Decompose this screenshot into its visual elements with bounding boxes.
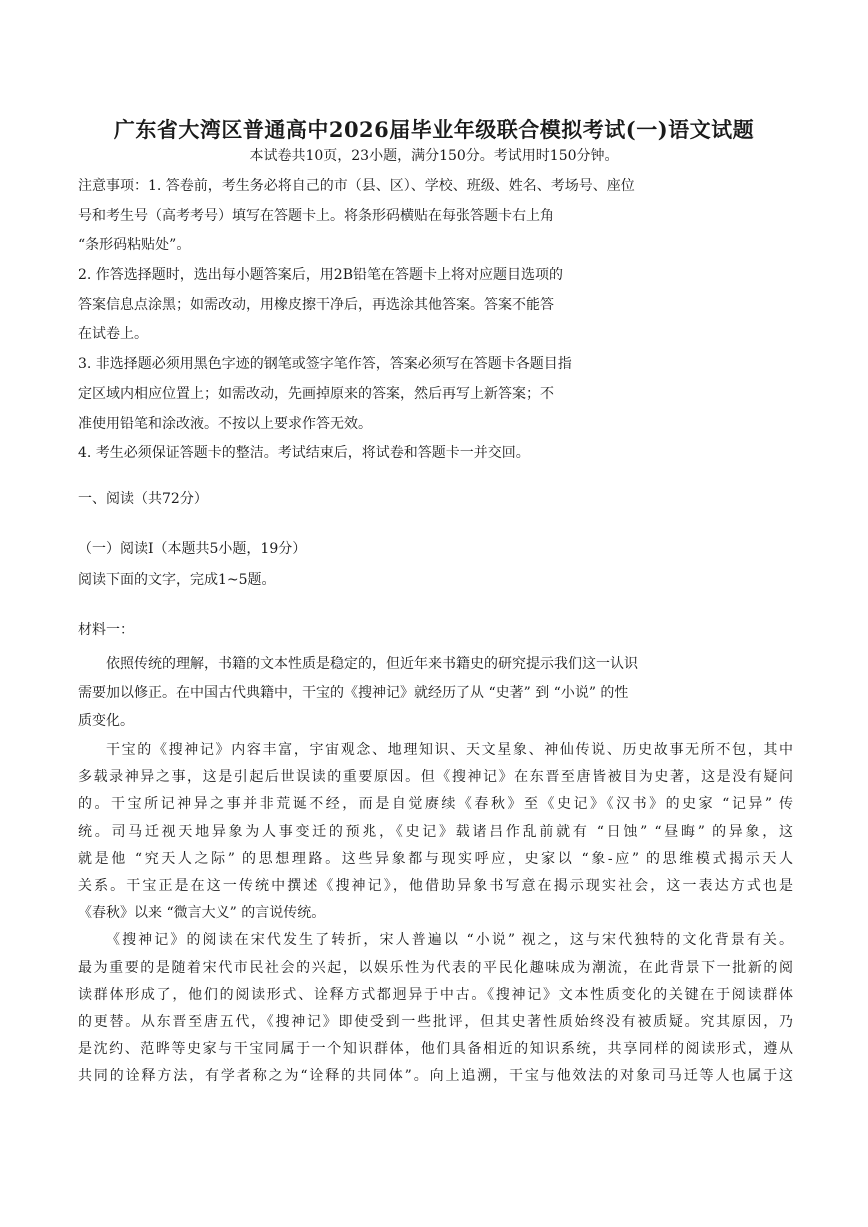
- text-line: 需要加以修正。在中国古代典籍中，干宝的《搜神记》就经历了从 “史著” 到 “小说” 的性: [78, 684, 629, 701]
- text-line: 是沈约、范晔等史家与干宝同属于一个知识群体，他们具备相近的知识系统，共享同样的阅读形式，遵从: [78, 1041, 793, 1058]
- text-line: 最为重要的是随着宋代市民社会的兴起，以娱乐性为代表的平民化趣味成为潮流，在此背景下一批新的阅: [78, 959, 793, 976]
- text-line: 的更替。从东晋至唐五代，《搜神记》即使受到一些批评，但其史著性质始终没有被质疑。究其原因，乃: [78, 1013, 793, 1030]
- notice-line: 号和考生号（高考考号）填写在答题卡上。将条形码横贴在每张答题卡右上角: [78, 207, 554, 224]
- text-line: 干宝的《搜神记》内容丰富，宇宙观念、地理知识、天文星象、神仙传说、历史故事无所不包，其中: [106, 742, 793, 758]
- notices-block: [78, 172, 798, 469]
- section-heading-reading: 一、阅读（共72分）: [78, 491, 208, 507]
- notice-line: 3. 非选择题必须用黑色字迹的钢笔或签字笔作答，答案必须写在答题卡各题目指: [78, 356, 572, 373]
- notice-line: 在试卷上。: [78, 326, 148, 343]
- paragraph-1: [78, 650, 793, 736]
- text-line: 《春秋》以来 “微言大义” 的言说传统。: [78, 905, 326, 922]
- notice-line: 4. 考生必须保证答题卡的整洁。考试结束后，将试卷和答题卡一并交回。: [78, 445, 530, 462]
- body-paragraphs: [78, 737, 793, 1090]
- exam-subtitle: 本试卷共10页，23小题，满分150分。考试用时150分钟。: [249, 148, 619, 164]
- text-line: 的。干宝所记神异之事并非荒诞不经，而是自觉赓续《春秋》至《史记》《汉书》的史家 “记异” 传: [78, 796, 793, 813]
- exam-title: 广东省大湾区普通高中2026届毕业年级联合模拟考试(一)语文试题: [113, 117, 755, 142]
- notice-line: 注意事项：1. 答卷前，考生务必将自己的市（县、区）、学校、班级、姓名、考场号、座位: [78, 178, 635, 194]
- notice-line: 2. 作答选择题时，选出每小题答案后，用2B铅笔在答题卡上将对应题目选项的: [78, 267, 564, 284]
- text-line: 《搜神记》的阅读在宋代发生了转折，宋人普遍以 “小说” 视之，这与宋代独特的文化背景有关。: [106, 932, 793, 949]
- text-line: 依照传统的理解，书籍的文本性质是稳定的，但近年来书籍史的研究提示我们这一认识: [106, 656, 638, 672]
- text-line: 就是他 “究天人之际” 的思想理路。这些异象都与现实呼应，史家以 “象-应” 的思维模式揭示天人: [78, 850, 793, 867]
- notice-line: 定区域内相应位置上；如需改动，先画掉原来的答案，然后再写上新答案；不: [78, 385, 554, 402]
- subsection-heading-reading1: （一）阅读Ⅰ（本题共5小题，19分）: [78, 541, 307, 557]
- text-line: 共同的诠释方法，有学者称之为“诠释的共同体”。向上追溯，干宝与他效法的对象司马迁等人也属于这: [78, 1068, 793, 1085]
- text-line: 统。司马迁视天地异象为人事变迁的预兆，《史记》载诸吕作乱前就有 “日蚀” “昼晦” 的异象，这: [78, 823, 793, 840]
- text-line: 多载录神异之事，这是引起后世误读的重要原因。但《搜神记》在东晋至唐皆被目为史著，这是没有疑问: [78, 769, 793, 786]
- text-line: 读群体形成了，他们的阅读形式、诠释方式都迥异于中古。《搜神记》文本性质变化的关键在于阅读群体: [78, 986, 793, 1003]
- text-line: 质变化。: [78, 713, 134, 729]
- reading-instruction: 阅读下面的文字，完成1~5题。: [78, 572, 276, 588]
- text-line: 关系。干宝正是在这一传统中撰述《搜神记》，他借助异象书写意在揭示现实社会，这一表达方式也是: [78, 877, 793, 894]
- material-label: 材料一：: [78, 622, 134, 638]
- notice-line: 准使用铅笔和涂改液。不按以上要求作答无效。: [78, 415, 372, 432]
- notice-line: 答案信息点涂黑；如需改动，用橡皮擦干净后，再选涂其他答案。答案不能答: [78, 296, 554, 313]
- notice-line: “条形码粘贴处”。: [78, 237, 191, 254]
